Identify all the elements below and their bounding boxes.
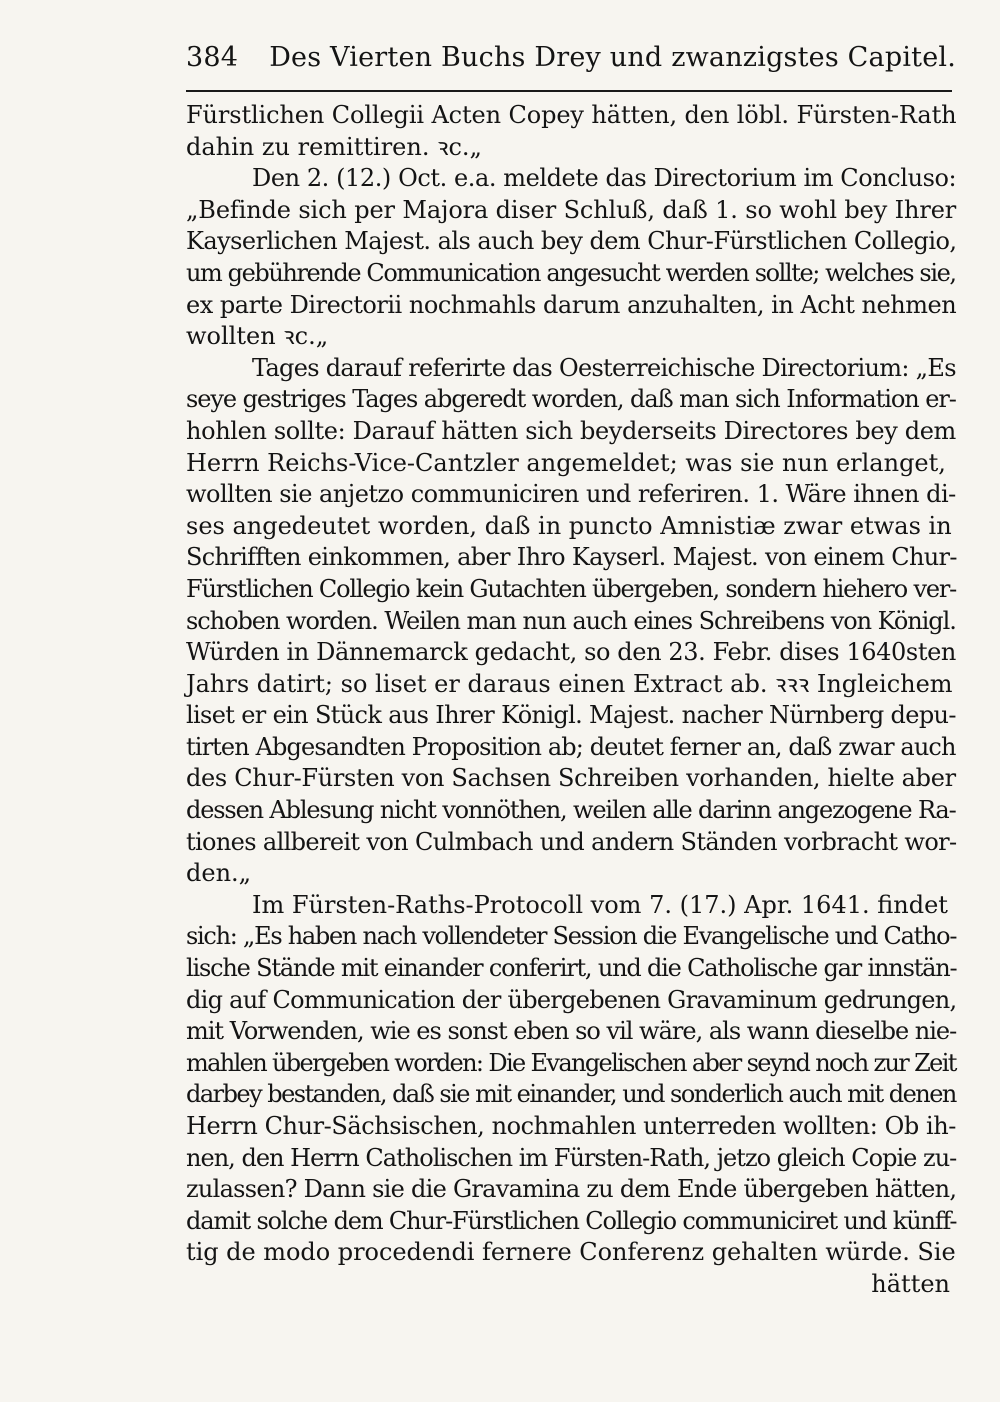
running-head: Des Vierten Buchs Drey und zwanzigstes Capitel. (269, 42, 956, 73)
catchword-row (186, 1269, 956, 1301)
text-line: seye gestriges Tages abgeredt worden, daß man sich Information er- (186, 385, 956, 414)
text-line: Im Fürsten-Raths-Protocoll vom 7. (17.) Apr. 1641. findet (252, 890, 948, 919)
text-line: dig auf Communication der übergebenen Gravaminum gedrungen, (186, 985, 957, 1014)
text-line: „Befinde sich per Majora diser Schluß, daß 1. so wohl bey Ihrer (186, 195, 957, 224)
text-line: hohlen sollte: Darauf hätten sich beyderseits Directores bey dem (186, 416, 956, 445)
text-line: zulassen? Dann sie die Gravamina zu dem Ende übergeben hätten, (186, 1175, 957, 1204)
text-line: Würden in Dännemarck gedacht, so den 23. Febr. dises 1640sten (186, 638, 956, 667)
catchword: hätten (871, 1269, 950, 1298)
text-line: tig de modo procedendi fernere Conferenz gehalten würde. Sie (186, 1238, 956, 1267)
text-line: schoben worden. Weilen man nun auch eines Schreibens von Königl. (186, 606, 956, 635)
text-line: um gebührende Communication angesucht werden sollte; welches sie, (186, 258, 956, 287)
text-line: tirten Abgesandten Proposition ab; deutet ferner an, daß zwar auch (186, 732, 956, 761)
text-line: ses angedeutet worden, daß in puncto Amnistiæ zwar etwas in (186, 511, 952, 540)
text-line: Den 2. (12.) Oct. e.a. meldete das Directorium im Concluso: (252, 164, 957, 193)
text-line: mahlen übergeben worden: Die Evangelischen aber seynd noch zur Zeit (186, 1048, 956, 1077)
text-line: dessen Ablesung nicht vonnöthen, weilen alle darinn angezogene Ra- (186, 796, 956, 825)
text-line: den.„ (186, 859, 252, 888)
text-line: Fürstlichen Collegii Acten Copey hätten, den löbl. Fürsten-Rath (186, 101, 957, 129)
text-line: Fürstlichen Collegio kein Gutachten übergeben, sondern hiehero ver- (186, 574, 957, 603)
text-line: Tages darauf referirte das Oesterreichische Directorium: „Es (252, 353, 956, 382)
text-line: Jahrs datirt; so liset er daraus einen Extract ab. ꝛꝛꝛ Ingleichem (186, 669, 953, 698)
page-number: 384 (186, 42, 239, 73)
text-line: dahin zu remittiren. ꝛc.„ (186, 132, 482, 161)
header-rule (186, 90, 952, 92)
text-line: sich: „Es haben nach vollendeter Session die Evangelische und Catho- (186, 922, 957, 951)
text-line: lische Stände mit einander conferirt, und die Catholische gar innstän- (186, 954, 957, 983)
text-line: Kayserlichen Majest. als auch bey dem Chur-Fürstlichen Collegio, (186, 227, 957, 256)
text-line: Herrn Reichs-Vice-Cantzler angemeldet; was sie nun erlanget, (186, 448, 946, 477)
page-header (186, 40, 956, 76)
text-line: wollten sie anjetzo communiciren und referiren. 1. Wäre ihnen di- (186, 480, 956, 509)
text-line: Herrn Chur-Sächsischen, nochmahlen unterreden wollten: Ob ih- (186, 1112, 956, 1140)
text-line: damit solche dem Chur-Fürstlichen Collegio communiciret und künff- (186, 1206, 957, 1235)
text-line: ex parte Directorii nochmahls darum anzuhalten, in Acht nehmen (186, 290, 957, 319)
text-line: darbey bestanden, daß sie mit einander, und sonderlich auch mit denen (186, 1080, 956, 1109)
text-line: nen, den Herrn Catholischen im Fürsten-Rath, jetzo gleich Copie zu- (186, 1143, 957, 1172)
text-line: wollten ꝛc.„ (186, 322, 329, 351)
text-line: Schrifften einkommen, aber Ihro Kayserl. Majest. von einem Chur- (186, 543, 957, 572)
text-line: mit Vorwenden, wie es sonst eben so vil wäre, als wann dieselbe nie- (186, 1017, 957, 1046)
text-line: tiones allbereit von Culmbach und andern Ständen vorbracht wor- (186, 827, 957, 856)
body-text (186, 100, 956, 1269)
text-line: des Chur-Fürsten von Sachsen Schreiben vorhanden, hielte aber (186, 764, 956, 793)
text-line: liset er ein Stück aus Ihrer Königl. Majest. nacher Nürnberg depu- (186, 701, 956, 730)
